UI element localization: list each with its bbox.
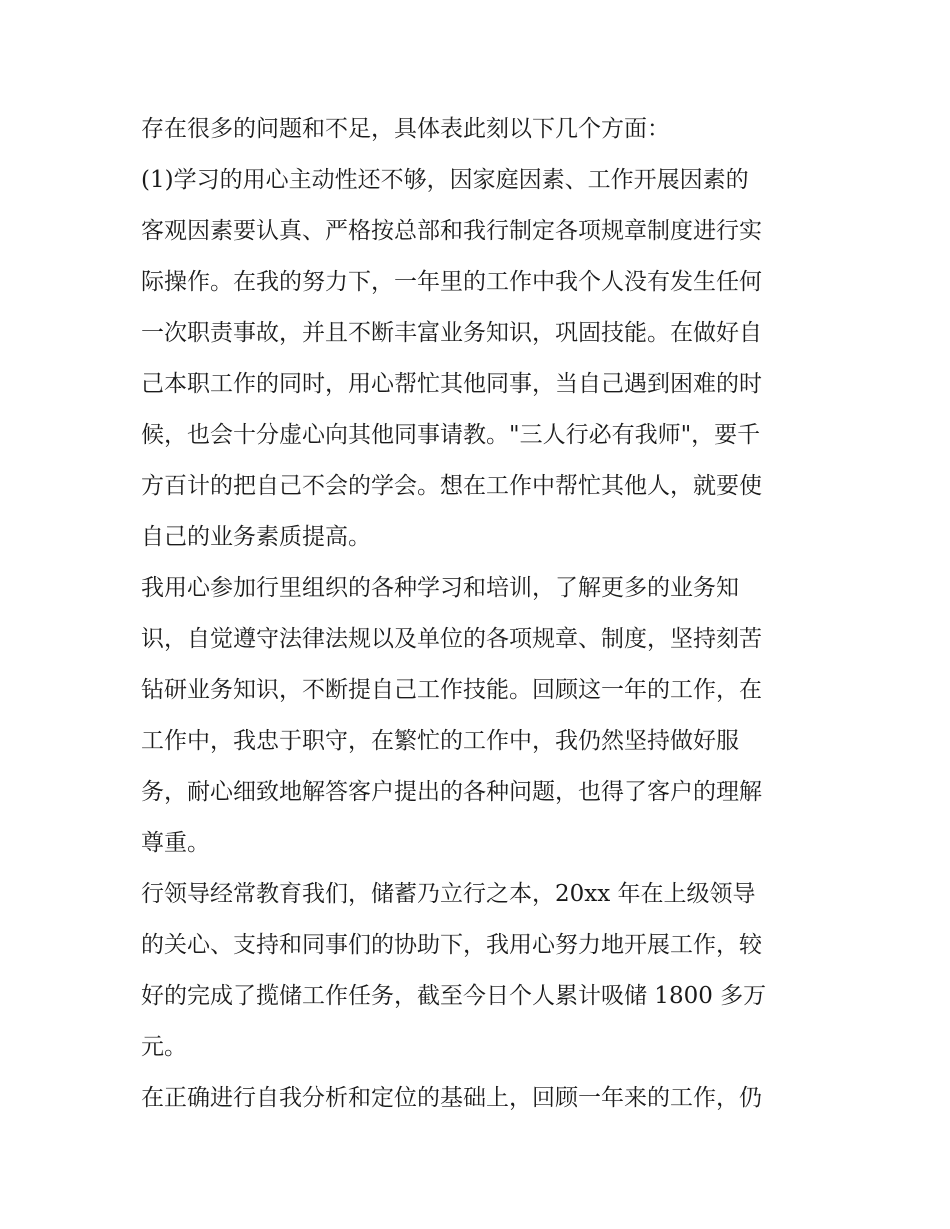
text-line: 好的完成了揽储工作任务，截至今日个人累计吸储 1800 多万	[141, 983, 767, 1009]
text-line: 的关心、支持和同事们的协助下，我用心努力地开展工作，较	[141, 932, 762, 958]
text-line: 在正确进行自我分析和定位的基础上，回顾一年来的工作，仍	[141, 1085, 762, 1111]
text-line: 务，耐心细致地解答客户提出的各种问题，也得了客户的理解	[141, 779, 762, 805]
text-line: 钻研业务知识，不断提自己工作技能。回顾这一年的工作，在	[141, 677, 762, 703]
text-line: 工作中，我忠于职守，在繁忙的工作中，我仍然坚持做好服	[141, 728, 739, 754]
text-line: 候，也会十分虚心向其他同事请教。"三人行必有我师"，要千	[141, 422, 761, 448]
document-body	[141, 104, 821, 1124]
text-line: 际操作。在我的努力下，一年里的工作中我个人没有发生任何	[141, 269, 762, 295]
text-line: 尊重。	[141, 830, 210, 856]
text-line: 存在很多的问题和不足，具体表此刻以下几个方面：	[141, 116, 670, 142]
text-line: 一次职责事故，并且不断丰富业务知识，巩固技能。在做好自	[141, 320, 762, 346]
text-line: (1)学习的用心主动性还不够，因家庭因素、工作开展因素的	[141, 167, 749, 193]
text-line: 我用心参加行里组织的各种学习和培训，了解更多的业务知	[141, 575, 739, 601]
text-line: 识，自觉遵守法律法规以及单位的各项规章、制度，坚持刻苦	[141, 626, 762, 652]
text-line: 自己的业务素质提高。	[141, 524, 371, 550]
text-line: 己本职工作的同时，用心帮忙其他同事，当自己遇到困难的时	[141, 371, 762, 397]
text-line: 行领导经常教育我们，储蓄乃立行之本，20xx 年在上级领导	[141, 881, 756, 907]
text-line: 方百计的把自己不会的学会。想在工作中帮忙其他人，就要使	[141, 473, 762, 499]
text-line: 客观因素要认真、严格按总部和我行制定各项规章制度进行实	[141, 218, 762, 244]
text-line: 元。	[141, 1034, 187, 1060]
